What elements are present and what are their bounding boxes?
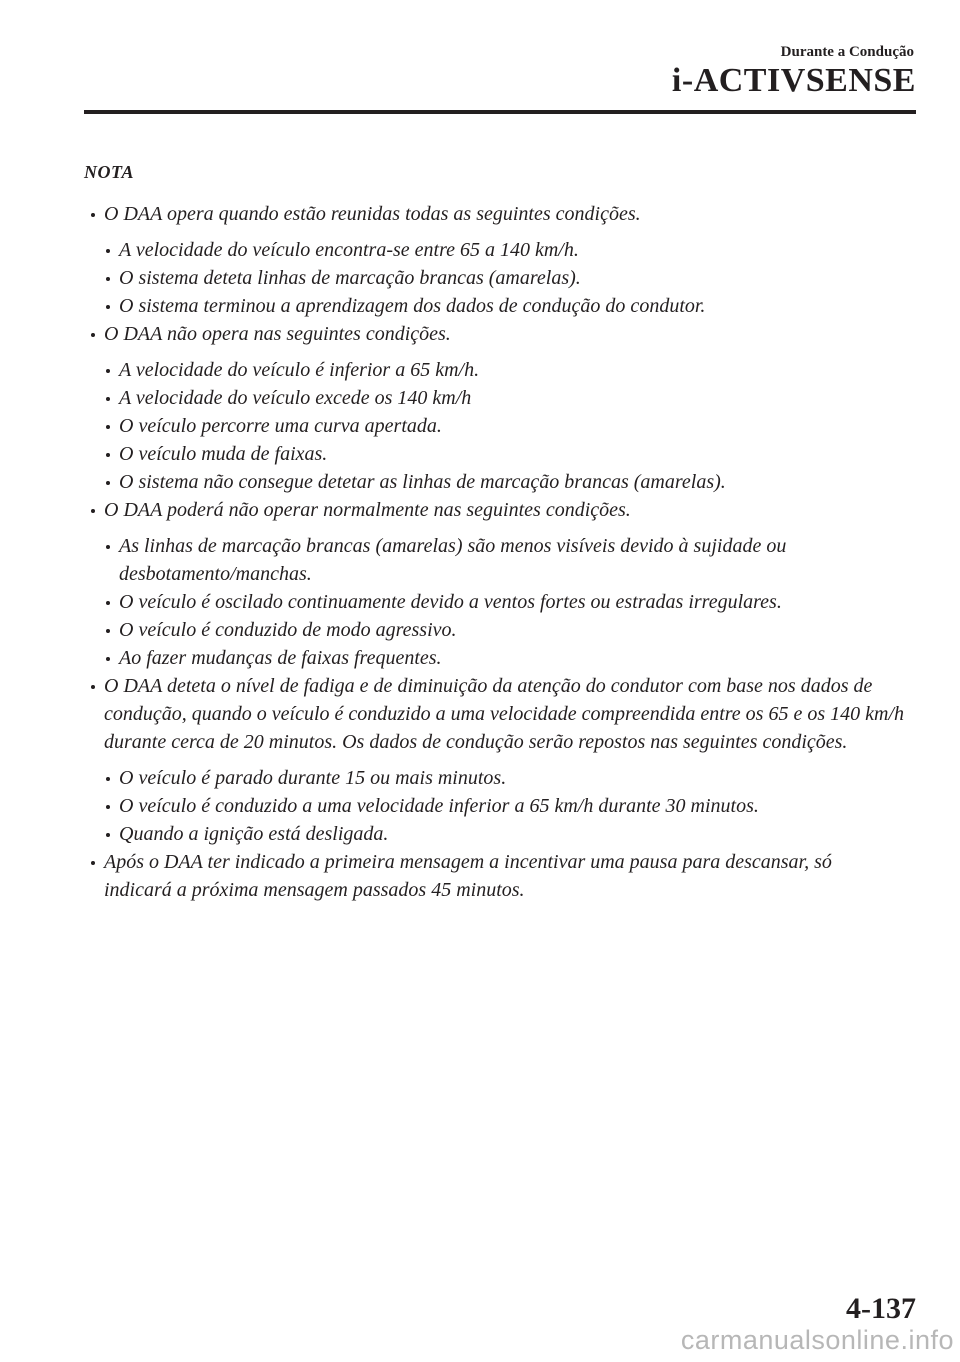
note-subitem: Quando a ignição está desligada.	[99, 820, 904, 848]
note-label: NOTA	[84, 162, 135, 182]
chapter-title: Durante a Condução	[780, 44, 914, 60]
watermark: carmanualsonline.info	[680, 1325, 954, 1355]
note-item	[84, 496, 904, 524]
note-subitem: O sistema não consegue detetar as linhas de marcação brancas (amarelas).	[99, 468, 904, 496]
section-title: i-ACTIVSENSE	[671, 62, 916, 99]
page-number: 4-137	[846, 1292, 916, 1325]
header-divider	[84, 110, 916, 114]
note-sublist	[84, 236, 904, 320]
note-sublist	[84, 532, 904, 672]
note-item	[84, 848, 904, 904]
note-item	[84, 200, 904, 228]
note-subitem: O veículo percorre uma curva apertada.	[99, 412, 904, 440]
note-item	[84, 320, 904, 348]
note-subitem: O veículo é parado durante 15 ou mais minutos.	[99, 764, 904, 792]
note-subitem: O veículo é oscilado continuamente devido a ventos fortes ou estradas irregulares.	[99, 588, 904, 616]
note-item	[84, 672, 904, 756]
note-subitem: As linhas de marcação brancas (amarelas) são menos visíveis devido à sujidade ou desbotamento/manchas.	[99, 532, 904, 588]
note-item-text: O DAA deteta o nível de fadiga e de diminuição da atenção do condutor com base nos dados de condução, quando o veículo é conduzido a uma velocidade compreendida entre os 65 e os 140 km/h durante cerca de 20 minutos. Os dados de condução serão repostos nas seguintes condições.	[104, 675, 904, 753]
note-sublist	[84, 764, 904, 848]
note-subitem: A velocidade do veículo é inferior a 65 km/h.	[99, 356, 904, 384]
note-subitem: A velocidade do veículo encontra-se entre 65 a 140 km/h.	[99, 236, 904, 264]
note-item-text: Após o DAA ter indicado a primeira mensagem a incentivar uma pausa para descansar, só indicará a próxima mensagem passados 45 minutos.	[104, 851, 832, 901]
note-subitem: Ao fazer mudanças de faixas frequentes.	[99, 644, 904, 672]
note-item-text: O DAA opera quando estão reunidas todas as seguintes condições.	[104, 203, 641, 225]
note-subitem: O veículo muda de faixas.	[99, 440, 904, 468]
note-subitem: O sistema deteta linhas de marcação brancas (amarelas).	[99, 264, 904, 292]
note-subitem: O veículo é conduzido a uma velocidade inferior a 65 km/h durante 30 minutos.	[99, 792, 904, 820]
note-subitem: O veículo é conduzido de modo agressivo.	[99, 616, 904, 644]
note-content	[84, 200, 904, 904]
note-sublist	[84, 356, 904, 496]
note-subitem: O sistema terminou a aprendizagem dos dados de condução do condutor.	[99, 292, 904, 320]
note-item-text: O DAA poderá não operar normalmente nas seguintes condições.	[104, 499, 631, 521]
note-item-text: O DAA não opera nas seguintes condições.	[104, 323, 451, 345]
note-subitem: A velocidade do veículo excede os 140 km/h	[99, 384, 904, 412]
